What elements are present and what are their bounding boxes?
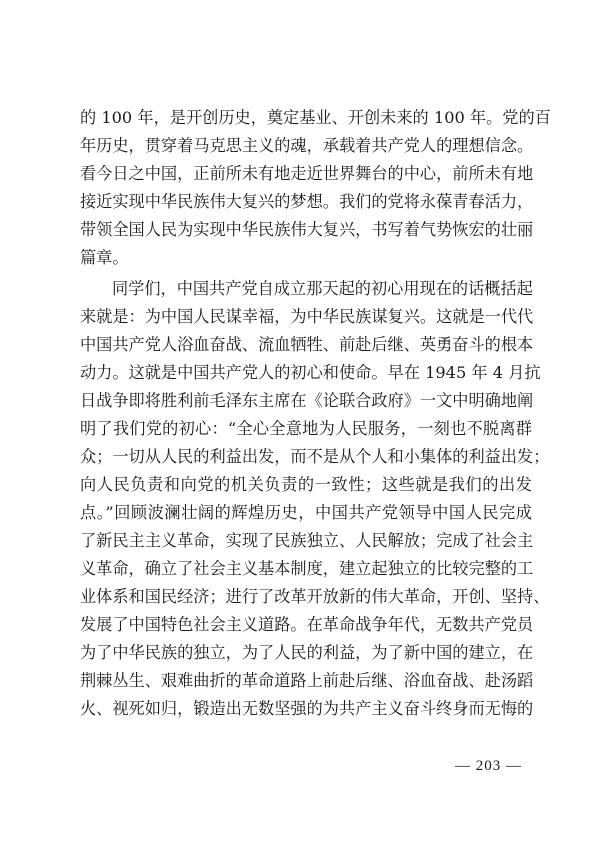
paragraph-line: 荆棘丛生、艰难曲折的革命道路上前赴后继、浴血奋战、赴汤蹈 — [80, 671, 534, 690]
page-number: — 203 — — [455, 758, 522, 774]
paragraph-line: 点。”回顾波澜壮阔的辉煌历史，中国共产党领导中国人民完成 — [80, 503, 532, 522]
paragraph-line: 发展了中国特色社会主义道路。在革命战争年代，无数共产党员 — [80, 615, 534, 634]
paragraph-line: 火、视死如归，锻造出无数坚强的为共产主义奋斗终身而无悔的 — [80, 699, 534, 718]
paragraph-line: 业体系和国民经济；进行了改革开放新的伟大革命，开创、坚持、 — [80, 587, 550, 606]
paragraph-line: 年历史，贯穿着马克思主义的魂，承载着共产党人的理想信念。 — [80, 136, 534, 155]
paragraph-line: 向人民负责和向党的机关负责的一致性；这些就是我们的出发 — [80, 475, 532, 494]
paragraph-line: 接近实现中华民族伟大复兴的梦想。我们的党将永葆青春活力， — [80, 192, 534, 211]
paragraph-line: 的 100 年，是开创历史，奠定基业、开创未来的 100 年。党的百 — [80, 108, 551, 127]
paragraph-line: 同学们，中国共产党自成立那天起的初心用现在的话概括起 — [112, 279, 533, 298]
paragraph-line: 了新民主主义革命，实现了民族独立、人民解放；完成了社会主 — [80, 531, 534, 550]
paragraph-line: 篇章。 — [80, 248, 129, 267]
paragraph-line: 来就是：为中国人民谋幸福，为中华民族谋复兴。这就是一代代 — [80, 307, 534, 326]
paragraph-line: 带领全国人民为实现中华民族伟大复兴，书写着气势恢宏的壮丽 — [80, 220, 534, 239]
paragraph-line: 义革命，确立了社会主义基本制度，建立起独立的比较完整的工 — [80, 559, 534, 578]
paragraph-line: 中国共产党人浴血奋战、流血牺牲、前赴后继、英勇奋斗的根本 — [80, 335, 534, 354]
paragraph-line: 众；一切从人民的利益出发，而不是从个人和小集体的利益出发； — [80, 447, 550, 466]
paragraph-line: 日战争即将胜利前毛泽东主席在《论联合政府》一文中明确地阐 — [80, 391, 534, 410]
paragraph-line: 为了中华民族的独立，为了人民的利益，为了新中国的建立，在 — [80, 643, 534, 662]
paragraph-line: 看今日之中国，正前所未有地走近世界舞台的中心，前所未有地 — [80, 164, 534, 183]
paragraph-line: 明了我们党的初心：“全心全意地为人民服务，一刻也不脱离群 — [80, 419, 532, 438]
body-text — [80, 104, 551, 723]
paragraph-line: 动力。这就是中国共产党人的初心和使命。早在 1945 年 4 月抗 — [80, 363, 541, 382]
